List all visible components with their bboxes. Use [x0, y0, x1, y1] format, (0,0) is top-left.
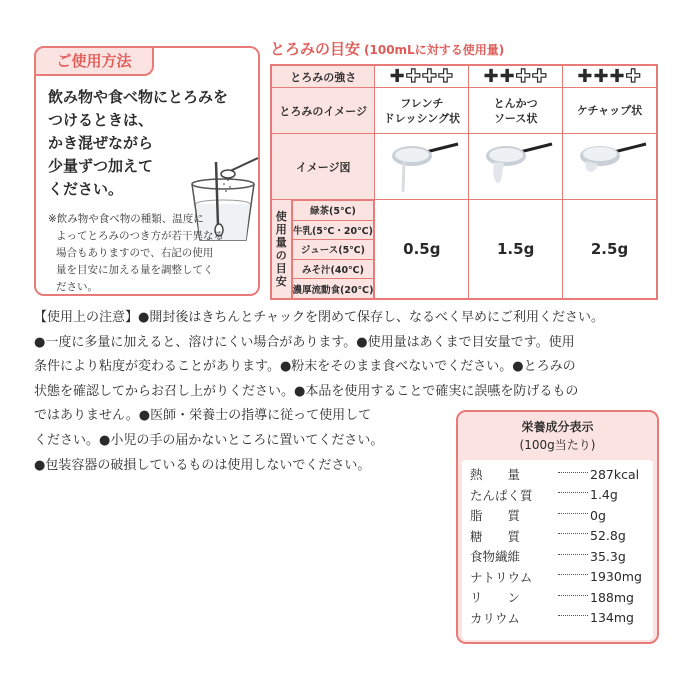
thickness-table: [270, 64, 658, 300]
nutrient-name: 熱 量: [470, 467, 521, 483]
drink-list-cell: [291, 200, 375, 300]
precaution-line: ●包装容器の破損しているものは使用しないでください。: [34, 457, 371, 473]
strength-indicator: [563, 65, 657, 88]
image-desc-line: ケチャップ状: [576, 104, 643, 117]
nutrient-name: カリウム: [470, 610, 520, 626]
strength-empty: ✚✚: [515, 66, 548, 87]
strength-empty: ✚✚✚: [405, 66, 454, 87]
image-desc: [469, 88, 563, 134]
drink-item: 牛乳(5℃・20℃): [292, 220, 374, 240]
usage-note-line: 場合もありますので、右記の使用: [56, 247, 214, 259]
leader-dots: [558, 554, 588, 555]
amount-value: 1.5g: [469, 200, 563, 300]
nutrition-row: [470, 587, 647, 608]
leader-dots: [558, 595, 588, 596]
usage-main-line: つけるときは、: [48, 111, 154, 129]
image-desc-line: ドレッシング状: [383, 111, 461, 125]
nutrition-row: [470, 608, 647, 629]
nutrition-row: [470, 485, 647, 506]
leader-dots: [558, 574, 588, 575]
usage-instructions-box: [34, 46, 260, 296]
amount-label-char: 安: [275, 275, 287, 289]
drink-list: [292, 200, 375, 298]
thickness-title: とろみの目安: [270, 40, 361, 58]
spoon-drip-icon: [382, 136, 462, 194]
strength-empty: ✚: [625, 66, 642, 87]
nutrient-value: 0g: [590, 507, 606, 523]
image-desc-line: とんかつ: [493, 96, 538, 110]
nutrient-name: ナトリウム: [470, 569, 533, 585]
figure-label: イメージ図: [271, 134, 375, 200]
spoon-figure-thick: [563, 134, 657, 200]
amount-value: 0.5g: [375, 200, 469, 300]
amount-label-char: 量: [275, 236, 287, 250]
leader-dots: [558, 513, 588, 514]
usage-note: [48, 211, 260, 296]
leader-dots: [558, 615, 588, 616]
nutrient-value: 1930mg: [590, 569, 642, 585]
strength-indicator: [469, 65, 563, 88]
precaution-line: ください。●小児の手の届かないところに置いてください。: [34, 432, 384, 448]
usage-note-line: ※飲み物や食べ物の種類、温度に: [48, 213, 204, 225]
nutrition-row: [470, 546, 647, 567]
amount-label-char: の: [275, 249, 287, 263]
nutrition-header: [458, 412, 657, 454]
nutrition-row: [470, 567, 647, 588]
usage-note-line: ださい。: [56, 281, 98, 293]
strength-indicator: [375, 65, 469, 88]
amount-label-char: 使: [275, 210, 287, 224]
nutrition-title: 栄養成分表示: [521, 420, 594, 434]
image-label: とろみのイメージ: [271, 88, 375, 134]
spoon-drip-icon: [476, 136, 556, 194]
strength-filled: ✚: [389, 66, 406, 87]
usage-title: ご使用方法: [34, 46, 154, 76]
usage-main-line: 飲み物や食べ物にとろみを: [48, 88, 229, 106]
drink-item: 緑茶(5℃): [292, 201, 374, 221]
amount-value: 2.5g: [563, 200, 657, 300]
precaution-line: 状態を確認してからお召し上がりください。●本品を使用することで確実に誤嚥を防げるもの: [34, 383, 579, 399]
image-desc-line: フレンチ: [400, 96, 444, 110]
strength-label: とろみの強さ: [271, 65, 375, 88]
precaution-line: 【使用上の注意】●開封後はきちんとチャックを閉めて保存し、なるべく早めにご利用ください。: [34, 310, 604, 325]
spoon-drip-icon: [570, 136, 650, 194]
image-desc: [375, 88, 469, 134]
nutrient-name: 脂 質: [470, 508, 521, 524]
nutrient-value: 1.4g: [590, 487, 618, 503]
image-desc-line: ソース状: [493, 111, 538, 125]
nutrition-subtitle: (100g当たり): [519, 438, 596, 452]
nutrient-name: たんぱく質: [470, 487, 533, 503]
nutrition-list: [462, 460, 653, 640]
drink-item: 濃厚流動食(20℃): [292, 279, 374, 299]
nutrient-name: 食物繊維: [470, 549, 521, 565]
amount-label-char: 目: [275, 262, 287, 276]
strength-filled: ✚✚: [483, 66, 516, 87]
usage-note-line: 量を目安に加える量を調整してく: [56, 264, 214, 276]
spoon-figure-medium: [469, 134, 563, 200]
leader-dots: [558, 492, 588, 493]
image-desc: [563, 88, 657, 134]
thickness-subtitle: (100mLに対する使用量): [364, 43, 505, 57]
thickness-heading: [270, 38, 504, 59]
precaution-line: ●一度に多量に加えると、溶けにくい場合があります。●使用量はあくまで目安量です。使用: [34, 334, 575, 350]
usage-main-line: 少量ずつ加えて: [48, 157, 154, 175]
precaution-line: 条件により粘度が変わることがあります。●粉末をそのまま食べないでください。●とろみの: [34, 359, 576, 375]
usage-main-line: ください。: [48, 180, 124, 198]
leader-dots: [558, 472, 588, 473]
strength-filled: ✚✚✚: [577, 66, 626, 87]
leader-dots: [558, 533, 588, 534]
nutrient-value: 35.3g: [590, 548, 626, 564]
nutrition-facts-box: [456, 410, 659, 644]
nutrient-name: リ ン: [470, 590, 521, 606]
nutrient-value: 188mg: [590, 589, 634, 605]
amount-label-char: 用: [275, 223, 287, 237]
nutrient-value: 287kcal: [590, 466, 640, 482]
usage-main-line: かき混ぜながら: [48, 134, 154, 152]
nutrition-row: [470, 526, 647, 547]
spoon-figure-thin: [375, 134, 469, 200]
nutrient-name: 糖 質: [470, 528, 521, 544]
precaution-line: ではありません。●医師・栄養士の指導に従って使用して: [34, 408, 372, 424]
nutrition-row: [470, 464, 647, 485]
nutrient-value: 52.8g: [590, 528, 626, 544]
amount-vertical-label: [271, 200, 291, 300]
drink-item: ジュース(5℃): [292, 240, 374, 260]
usage-note-line: よってとろみのつき方が若干異なる: [56, 230, 224, 242]
nutrition-row: [470, 505, 647, 526]
drink-item: みそ汁(40℃): [292, 259, 374, 279]
nutrient-value: 134mg: [590, 610, 634, 626]
